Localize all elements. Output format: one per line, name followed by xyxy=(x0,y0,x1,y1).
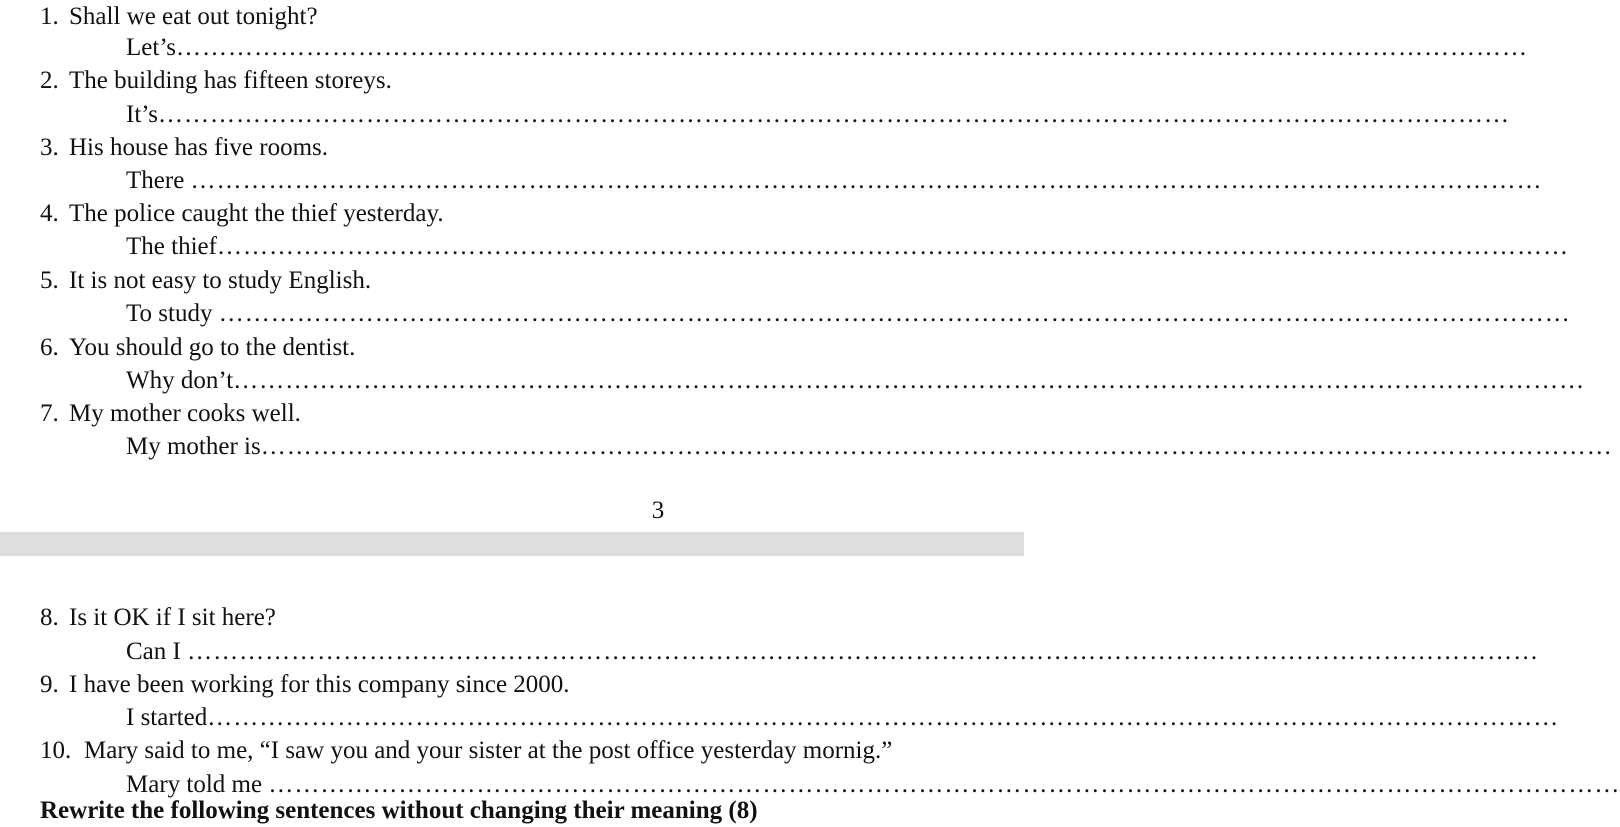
answer-dots: ………………………………………………………………………………………………………………………………………… xyxy=(176,34,1528,61)
next-section-heading: Rewrite the following sentences without changing their meaning (8) xyxy=(40,797,758,824)
question-9 xyxy=(0,668,1024,701)
question-number: 8. xyxy=(40,604,59,631)
question-number: 6. xyxy=(40,334,59,361)
answer-dots: ………………………………………………………………………………………………………………………………………… xyxy=(187,638,1540,665)
question-number: 10. xyxy=(40,737,72,764)
question-sentence: It is not easy to study English. xyxy=(69,267,372,294)
answer-prompt: My mother is xyxy=(126,433,261,460)
question-sentence: The building has fifteen storeys. xyxy=(69,67,392,94)
question-number: 2. xyxy=(40,67,59,94)
answer-line-1[interactable] xyxy=(0,31,1528,64)
page-divider xyxy=(0,532,1024,556)
question-5 xyxy=(0,264,1024,297)
question-number: 4. xyxy=(40,200,59,227)
answer-prompt: Let’s xyxy=(126,34,176,61)
answer-line-6[interactable] xyxy=(0,364,1586,397)
question-sentence: His house has five rooms. xyxy=(69,134,328,161)
question-sentence: I have been working for this company since 2000. xyxy=(69,671,570,698)
answer-line-8[interactable] xyxy=(0,635,1540,668)
answer-dots: ………………………………………………………………………………………………………………………………………… xyxy=(268,771,1620,798)
answer-line-5[interactable] xyxy=(0,297,1571,330)
question-4 xyxy=(0,197,1024,230)
question-number: 5. xyxy=(40,267,59,294)
question-number: 1. xyxy=(40,3,59,30)
answer-line-4[interactable] xyxy=(0,230,1569,263)
question-3 xyxy=(0,131,1024,164)
answer-prompt: Can I xyxy=(126,638,188,665)
question-sentence: The police caught the thief yesterday. xyxy=(69,200,444,227)
question-sentence: My mother cooks well. xyxy=(69,400,301,427)
question-sentence: Shall we eat out tonight? xyxy=(69,3,318,30)
answer-prompt: It’s xyxy=(126,101,158,128)
question-7 xyxy=(0,397,1024,430)
answer-line-2[interactable] xyxy=(0,98,1510,131)
answer-dots: ………………………………………………………………………………………………………………………………………… xyxy=(190,167,1543,194)
answer-line-3[interactable] xyxy=(0,164,1543,197)
answer-prompt: The thief xyxy=(126,233,217,260)
question-2 xyxy=(0,64,1024,97)
answer-dots: ………………………………………………………………………………………………………………………………………… xyxy=(218,300,1571,327)
question-sentence: You should go to the dentist. xyxy=(69,334,356,361)
page-bottom xyxy=(0,556,1620,811)
answer-line-7[interactable] xyxy=(0,430,1613,463)
question-number: 3. xyxy=(40,134,59,161)
answer-dots: ………………………………………………………………………………………………………………………………………… xyxy=(233,367,1586,394)
question-6 xyxy=(0,331,1024,364)
answer-prompt: There xyxy=(126,167,191,194)
question-8 xyxy=(0,601,1024,634)
answer-prompt: Mary told me xyxy=(126,771,269,798)
answer-prompt: I started xyxy=(126,704,208,731)
answer-prompt: To study xyxy=(126,300,219,327)
question-sentence: Mary said to me, “I saw you and your sister at the post office yesterday mornig.” xyxy=(84,737,893,764)
question-10 xyxy=(0,734,1024,767)
answer-prompt: Why don’t xyxy=(126,367,234,394)
page-number: 3 xyxy=(651,497,665,524)
answer-dots: ………………………………………………………………………………………………………………………………………… xyxy=(157,101,1510,128)
question-sentence: Is it OK if I sit here? xyxy=(69,604,276,631)
question-number: 9. xyxy=(40,671,59,698)
answer-dots: ………………………………………………………………………………………………………………………………………… xyxy=(207,704,1560,731)
question-number: 7. xyxy=(40,400,59,427)
answer-dots: ………………………………………………………………………………………………………………………………………… xyxy=(216,233,1569,260)
answer-dots: ………………………………………………………………………………………………………………………………………… xyxy=(260,433,1613,460)
answer-line-9[interactable] xyxy=(0,701,1560,734)
question-1 xyxy=(0,0,1024,33)
